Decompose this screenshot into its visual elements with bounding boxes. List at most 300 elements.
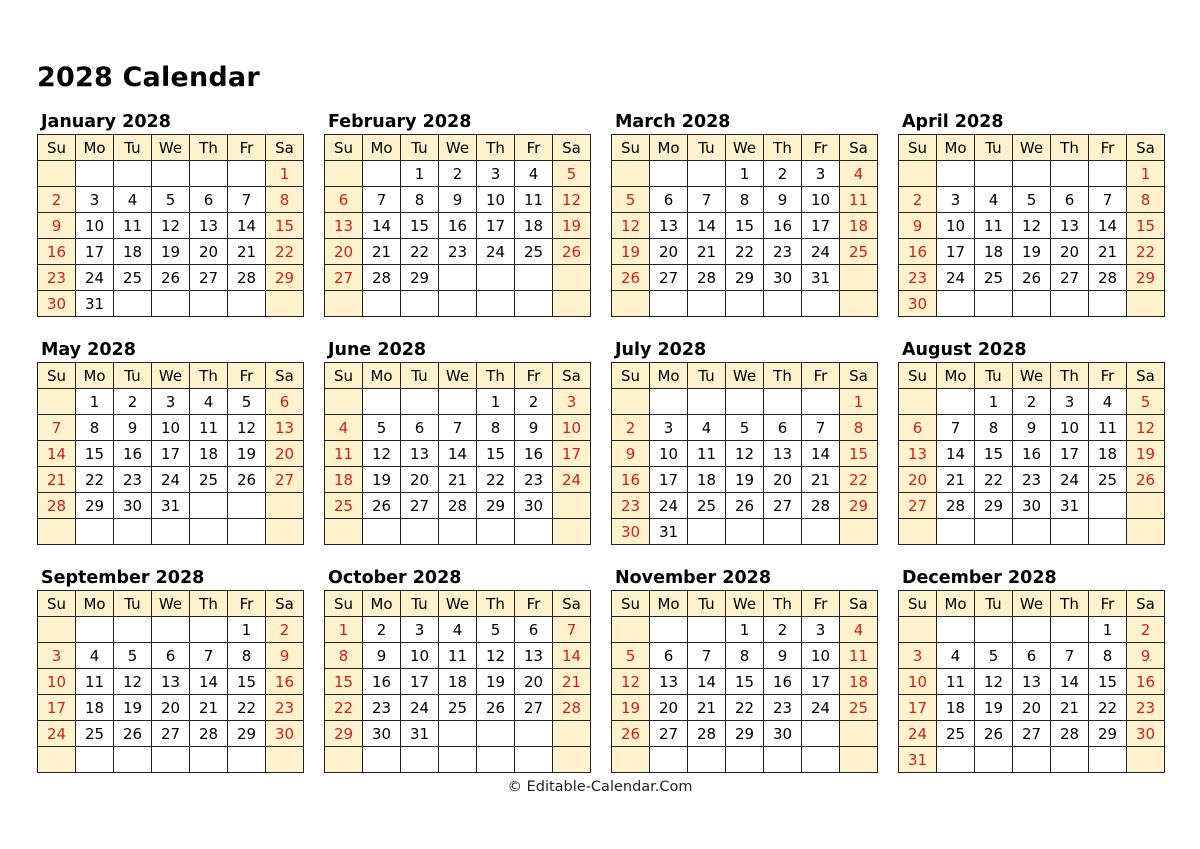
weekday-header: Fr: [228, 363, 266, 389]
week-row: [899, 265, 1165, 291]
day-cell: [1051, 747, 1089, 773]
day-cell: 17: [802, 669, 840, 695]
day-cell: 30: [515, 493, 553, 519]
day-cell: 7: [688, 187, 726, 213]
weekday-header: We: [152, 135, 190, 161]
day-cell: 17: [401, 669, 439, 695]
day-cell: 1: [401, 161, 439, 187]
weekday-header: Fr: [1089, 363, 1127, 389]
day-cell: 25: [688, 493, 726, 519]
day-cell: 24: [38, 721, 76, 747]
weekday-header-row: [38, 363, 304, 389]
day-cell: 30: [266, 721, 304, 747]
day-cell: [899, 519, 937, 545]
month-table: [324, 362, 591, 545]
day-cell: 31: [152, 493, 190, 519]
day-cell: 29: [1127, 265, 1165, 291]
day-cell: 19: [228, 441, 266, 467]
week-row: [325, 721, 591, 747]
week-row: [899, 493, 1165, 519]
day-cell: 28: [802, 493, 840, 519]
day-cell: 19: [975, 695, 1013, 721]
day-cell: [515, 747, 553, 773]
day-cell: 10: [802, 187, 840, 213]
weekday-header: Tu: [114, 591, 152, 617]
day-cell: 16: [363, 669, 401, 695]
day-cell: [1089, 291, 1127, 317]
weekday-header: Su: [612, 135, 650, 161]
day-cell: 24: [802, 239, 840, 265]
day-cell: 17: [477, 213, 515, 239]
day-cell: 12: [114, 669, 152, 695]
day-cell: [975, 161, 1013, 187]
week-row: [38, 265, 304, 291]
day-cell: 7: [228, 187, 266, 213]
day-cell: 8: [975, 415, 1013, 441]
weekday-header-row: [325, 363, 591, 389]
day-cell: 30: [38, 291, 76, 317]
day-cell: 3: [650, 415, 688, 441]
day-cell: 11: [325, 441, 363, 467]
day-cell: 2: [764, 617, 802, 643]
day-cell: [650, 617, 688, 643]
day-cell: 24: [650, 493, 688, 519]
day-cell: 20: [1051, 239, 1089, 265]
day-cell: 20: [515, 669, 553, 695]
day-cell: 16: [764, 213, 802, 239]
day-cell: 16: [515, 441, 553, 467]
day-cell: [726, 389, 764, 415]
day-cell: 26: [1013, 265, 1051, 291]
day-cell: 4: [840, 161, 878, 187]
day-cell: 4: [325, 415, 363, 441]
day-cell: 7: [1089, 187, 1127, 213]
day-cell: [38, 161, 76, 187]
week-row: [612, 265, 878, 291]
day-cell: 11: [840, 643, 878, 669]
day-cell: 8: [1127, 187, 1165, 213]
week-row: [38, 415, 304, 441]
day-cell: 25: [840, 239, 878, 265]
day-cell: 23: [439, 239, 477, 265]
day-cell: 2: [1013, 389, 1051, 415]
day-cell: 26: [152, 265, 190, 291]
day-cell: [612, 161, 650, 187]
day-cell: [937, 747, 975, 773]
month-block: [898, 566, 1165, 773]
day-cell: 16: [764, 669, 802, 695]
weekday-header: Sa: [553, 591, 591, 617]
week-row: [612, 721, 878, 747]
month-title: April 2028: [902, 112, 1004, 132]
month-block: [611, 566, 878, 773]
weekday-header: Mo: [76, 591, 114, 617]
day-cell: 8: [477, 415, 515, 441]
day-cell: 18: [937, 695, 975, 721]
week-row: [38, 441, 304, 467]
day-cell: 26: [975, 721, 1013, 747]
day-cell: [688, 161, 726, 187]
day-cell: [439, 519, 477, 545]
day-cell: 17: [553, 441, 591, 467]
day-cell: [76, 519, 114, 545]
week-row: [612, 415, 878, 441]
day-cell: [975, 617, 1013, 643]
day-cell: 1: [840, 389, 878, 415]
day-cell: [477, 265, 515, 291]
week-row: [899, 467, 1165, 493]
day-cell: 6: [650, 187, 688, 213]
day-cell: 5: [1013, 187, 1051, 213]
weekday-header: Tu: [688, 363, 726, 389]
day-cell: [401, 519, 439, 545]
day-cell: 9: [899, 213, 937, 239]
day-cell: 18: [1089, 441, 1127, 467]
week-row: [899, 747, 1165, 773]
day-cell: [515, 265, 553, 291]
day-cell: 26: [114, 721, 152, 747]
month-block: [898, 338, 1165, 545]
day-cell: [840, 721, 878, 747]
day-cell: 9: [363, 643, 401, 669]
day-cell: 13: [266, 415, 304, 441]
weekday-header: We: [439, 135, 477, 161]
day-cell: 3: [1051, 389, 1089, 415]
day-cell: 27: [401, 493, 439, 519]
day-cell: 26: [1127, 467, 1165, 493]
day-cell: [1013, 291, 1051, 317]
weekday-header-row: [38, 591, 304, 617]
day-cell: 14: [688, 669, 726, 695]
week-row: [38, 467, 304, 493]
week-row: [899, 415, 1165, 441]
day-cell: [764, 291, 802, 317]
day-cell: 23: [764, 695, 802, 721]
day-cell: 21: [688, 695, 726, 721]
day-cell: 3: [152, 389, 190, 415]
day-cell: 7: [363, 187, 401, 213]
day-cell: [190, 617, 228, 643]
month-table: [898, 590, 1165, 773]
week-row: [325, 467, 591, 493]
day-cell: 28: [688, 721, 726, 747]
day-cell: [688, 389, 726, 415]
day-cell: 7: [802, 415, 840, 441]
day-cell: 7: [1051, 643, 1089, 669]
day-cell: [325, 519, 363, 545]
day-cell: 20: [266, 441, 304, 467]
day-cell: 10: [553, 415, 591, 441]
day-cell: 15: [266, 213, 304, 239]
day-cell: 13: [401, 441, 439, 467]
day-cell: 24: [553, 467, 591, 493]
day-cell: 13: [515, 643, 553, 669]
day-cell: 17: [650, 467, 688, 493]
day-cell: 23: [1127, 695, 1165, 721]
day-cell: 24: [937, 265, 975, 291]
day-cell: 16: [612, 467, 650, 493]
day-cell: [802, 747, 840, 773]
day-cell: 14: [363, 213, 401, 239]
month-title: October 2028: [328, 568, 462, 588]
day-cell: 28: [38, 493, 76, 519]
day-cell: 22: [477, 467, 515, 493]
day-cell: 4: [114, 187, 152, 213]
day-cell: 15: [401, 213, 439, 239]
day-cell: [726, 291, 764, 317]
weekday-header: Th: [1051, 135, 1089, 161]
weekday-header-row: [612, 591, 878, 617]
day-cell: 12: [228, 415, 266, 441]
day-cell: 8: [726, 187, 764, 213]
day-cell: 12: [477, 643, 515, 669]
weekday-header: Su: [612, 591, 650, 617]
day-cell: 7: [688, 643, 726, 669]
day-cell: 14: [937, 441, 975, 467]
week-row: [612, 239, 878, 265]
day-cell: 11: [190, 415, 228, 441]
weekday-header: Th: [1051, 591, 1089, 617]
day-cell: [1013, 161, 1051, 187]
day-cell: 27: [650, 721, 688, 747]
weekday-header: Sa: [840, 591, 878, 617]
weekday-header: Tu: [401, 363, 439, 389]
day-cell: 7: [937, 415, 975, 441]
day-cell: 29: [76, 493, 114, 519]
day-cell: 18: [975, 239, 1013, 265]
weekday-header: We: [1013, 135, 1051, 161]
day-cell: 15: [76, 441, 114, 467]
day-cell: 20: [650, 695, 688, 721]
day-cell: 13: [899, 441, 937, 467]
day-cell: 30: [1127, 721, 1165, 747]
weekday-header: Fr: [515, 591, 553, 617]
day-cell: 26: [612, 265, 650, 291]
day-cell: [553, 291, 591, 317]
weekday-header: Tu: [688, 591, 726, 617]
day-cell: 28: [439, 493, 477, 519]
weekday-header: We: [1013, 363, 1051, 389]
day-cell: 17: [38, 695, 76, 721]
day-cell: 1: [975, 389, 1013, 415]
day-cell: 16: [1013, 441, 1051, 467]
day-cell: [840, 519, 878, 545]
day-cell: 11: [515, 187, 553, 213]
month-block: [37, 338, 304, 545]
day-cell: 21: [439, 467, 477, 493]
weekday-header: Sa: [1127, 363, 1165, 389]
week-row: [899, 721, 1165, 747]
day-cell: 9: [612, 441, 650, 467]
day-cell: [152, 519, 190, 545]
weekday-header-row: [325, 591, 591, 617]
day-cell: 28: [937, 493, 975, 519]
day-cell: [152, 617, 190, 643]
week-row: [325, 415, 591, 441]
day-cell: [152, 747, 190, 773]
week-row: [325, 441, 591, 467]
day-cell: 22: [401, 239, 439, 265]
day-cell: 19: [477, 669, 515, 695]
day-cell: 20: [325, 239, 363, 265]
day-cell: [439, 389, 477, 415]
day-cell: [325, 161, 363, 187]
weekday-header: Th: [190, 591, 228, 617]
day-cell: 15: [726, 669, 764, 695]
month-block: [898, 110, 1165, 317]
day-cell: [1127, 291, 1165, 317]
day-cell: 3: [899, 643, 937, 669]
week-row: [899, 643, 1165, 669]
day-cell: [38, 519, 76, 545]
day-cell: [650, 291, 688, 317]
day-cell: 31: [76, 291, 114, 317]
weekday-header-row: [325, 135, 591, 161]
day-cell: 30: [764, 721, 802, 747]
week-row: [325, 617, 591, 643]
weekday-header-row: [899, 591, 1165, 617]
day-cell: 27: [190, 265, 228, 291]
day-cell: 25: [114, 265, 152, 291]
month-block: [611, 110, 878, 317]
day-cell: 1: [477, 389, 515, 415]
day-cell: 24: [802, 695, 840, 721]
day-cell: 31: [650, 519, 688, 545]
weekday-header-row: [612, 363, 878, 389]
day-cell: 9: [1013, 415, 1051, 441]
day-cell: [1127, 747, 1165, 773]
day-cell: 8: [401, 187, 439, 213]
day-cell: [1089, 747, 1127, 773]
day-cell: [937, 161, 975, 187]
day-cell: 6: [764, 415, 802, 441]
weekday-header: Su: [899, 363, 937, 389]
day-cell: 27: [1013, 721, 1051, 747]
day-cell: 26: [726, 493, 764, 519]
day-cell: [1089, 519, 1127, 545]
day-cell: 12: [1013, 213, 1051, 239]
day-cell: 28: [363, 265, 401, 291]
day-cell: 4: [840, 617, 878, 643]
day-cell: [228, 519, 266, 545]
week-row: [38, 721, 304, 747]
day-cell: 26: [553, 239, 591, 265]
day-cell: [76, 617, 114, 643]
day-cell: 18: [325, 467, 363, 493]
day-cell: 1: [1127, 161, 1165, 187]
week-row: [38, 695, 304, 721]
day-cell: [650, 389, 688, 415]
day-cell: 2: [363, 617, 401, 643]
day-cell: 6: [401, 415, 439, 441]
day-cell: 16: [38, 239, 76, 265]
day-cell: 9: [114, 415, 152, 441]
weekday-header: Mo: [937, 363, 975, 389]
weekday-header: Fr: [515, 135, 553, 161]
day-cell: [477, 519, 515, 545]
day-cell: 12: [1127, 415, 1165, 441]
weekday-header: Tu: [114, 135, 152, 161]
day-cell: 19: [152, 239, 190, 265]
day-cell: [612, 617, 650, 643]
day-cell: 2: [612, 415, 650, 441]
day-cell: 6: [190, 187, 228, 213]
weekday-header: Tu: [401, 591, 439, 617]
month-table: [611, 590, 878, 773]
week-row: [612, 519, 878, 545]
weekday-header-row: [899, 363, 1165, 389]
day-cell: 19: [1127, 441, 1165, 467]
day-cell: 11: [439, 643, 477, 669]
weekday-header: Mo: [363, 363, 401, 389]
day-cell: [1013, 519, 1051, 545]
day-cell: [228, 291, 266, 317]
day-cell: 25: [325, 493, 363, 519]
day-cell: [688, 519, 726, 545]
day-cell: 24: [477, 239, 515, 265]
weekday-header: Tu: [975, 363, 1013, 389]
day-cell: 16: [899, 239, 937, 265]
week-row: [38, 389, 304, 415]
month-block: [324, 338, 591, 545]
day-cell: 9: [764, 187, 802, 213]
weekday-header: Sa: [840, 363, 878, 389]
month-title: June 2028: [328, 340, 427, 360]
weekday-header: Mo: [650, 363, 688, 389]
weekday-header: Th: [764, 591, 802, 617]
day-cell: 17: [937, 239, 975, 265]
weekday-header: Th: [764, 363, 802, 389]
day-cell: 2: [114, 389, 152, 415]
weekday-header: We: [726, 363, 764, 389]
day-cell: [553, 265, 591, 291]
day-cell: 22: [726, 695, 764, 721]
weekday-header: Tu: [114, 363, 152, 389]
week-row: [899, 213, 1165, 239]
day-cell: [477, 747, 515, 773]
day-cell: 27: [650, 265, 688, 291]
day-cell: 23: [899, 265, 937, 291]
day-cell: 25: [937, 721, 975, 747]
week-row: [38, 161, 304, 187]
day-cell: 27: [515, 695, 553, 721]
day-cell: 31: [1051, 493, 1089, 519]
month-title: August 2028: [902, 340, 1027, 360]
day-cell: 4: [515, 161, 553, 187]
day-cell: [439, 265, 477, 291]
day-cell: 15: [1127, 213, 1165, 239]
week-row: [612, 187, 878, 213]
week-row: [325, 643, 591, 669]
day-cell: [553, 747, 591, 773]
month-title: September 2028: [41, 568, 205, 588]
weekday-header: Su: [38, 591, 76, 617]
day-cell: 27: [899, 493, 937, 519]
day-cell: 22: [266, 239, 304, 265]
day-cell: 28: [1051, 721, 1089, 747]
month-title: May 2028: [41, 340, 136, 360]
day-cell: 7: [38, 415, 76, 441]
day-cell: 23: [38, 265, 76, 291]
week-row: [899, 291, 1165, 317]
weekday-header: Tu: [401, 135, 439, 161]
weekday-header: Fr: [228, 591, 266, 617]
month-table: [324, 134, 591, 317]
day-cell: [726, 519, 764, 545]
day-cell: 13: [1013, 669, 1051, 695]
day-cell: [612, 747, 650, 773]
week-row: [612, 695, 878, 721]
